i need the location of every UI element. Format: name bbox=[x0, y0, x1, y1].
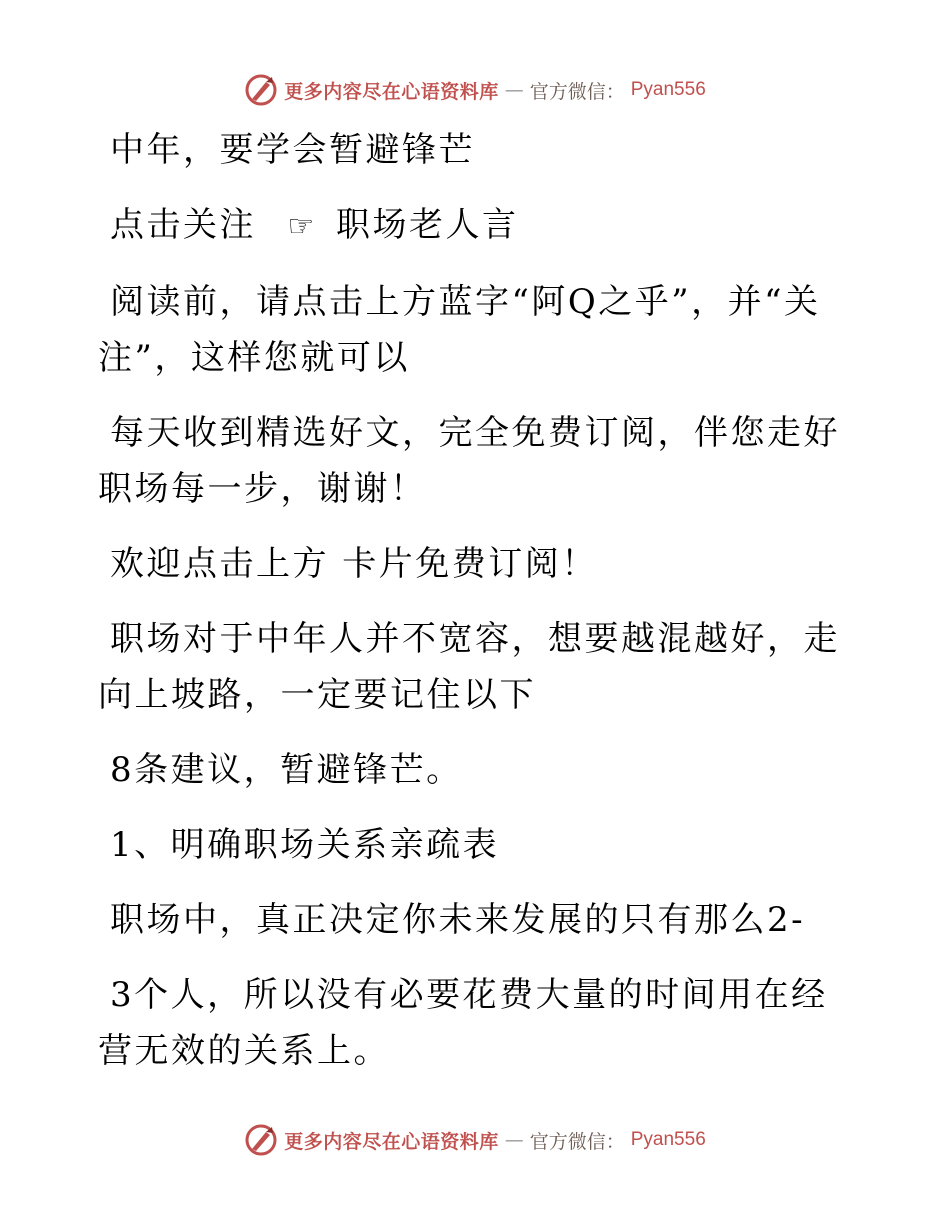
paragraph: 8条建议，暂避锋芒。 bbox=[110, 750, 463, 790]
watermark-dash: — bbox=[504, 79, 524, 101]
section-heading: 1、明确职场关系亲疏表 bbox=[110, 825, 500, 865]
paragraph: 职场对于中年人并不宽容，想要越混越好，走向上坡路，一定要记住以下 bbox=[98, 619, 840, 715]
watermark-dash: — bbox=[504, 1129, 524, 1151]
paragraph: 3个人，所以没有必要花费大量的时间用在经营无效的关系上。 bbox=[98, 975, 828, 1071]
pointing-hand-icon: ☞ bbox=[287, 209, 317, 244]
paragraph: 欢迎点击上方 卡片免费订阅！ bbox=[110, 544, 598, 584]
paragraph: 每天收到精选好文，完全免费订阅，伴您走好职场每一步，谢谢！ bbox=[98, 413, 840, 509]
follow-line bbox=[98, 197, 858, 255]
article-title: 中年，要学会暂避锋芒 bbox=[110, 130, 475, 170]
quill-logo-icon bbox=[244, 73, 278, 107]
watermark-wechat-id: Pyan556 bbox=[630, 79, 706, 100]
watermark-brand-text: 更多内容尽在心语资料库 bbox=[284, 1130, 499, 1153]
quill-logo-icon bbox=[244, 1123, 278, 1157]
article-body bbox=[98, 122, 858, 1098]
watermark-official-label: 官方微信： bbox=[529, 80, 625, 103]
paragraph: 阅读前，请点击上方蓝字“阿Q之乎”，并“关注”，这样您就可以 bbox=[98, 282, 821, 378]
follow-prefix: 点击关注 bbox=[110, 205, 256, 245]
watermark-brand-text: 更多内容尽在心语资料库 bbox=[284, 80, 499, 103]
watermark-wechat-id: Pyan556 bbox=[630, 1129, 706, 1150]
follow-account: 职场老人言 bbox=[336, 205, 519, 245]
header-watermark-banner bbox=[0, 70, 950, 110]
watermark-official-label: 官方微信： bbox=[529, 1130, 625, 1153]
footer-watermark-banner bbox=[0, 1120, 950, 1160]
paragraph: 职场中，真正决定你未来发展的只有那么2- bbox=[110, 900, 806, 940]
